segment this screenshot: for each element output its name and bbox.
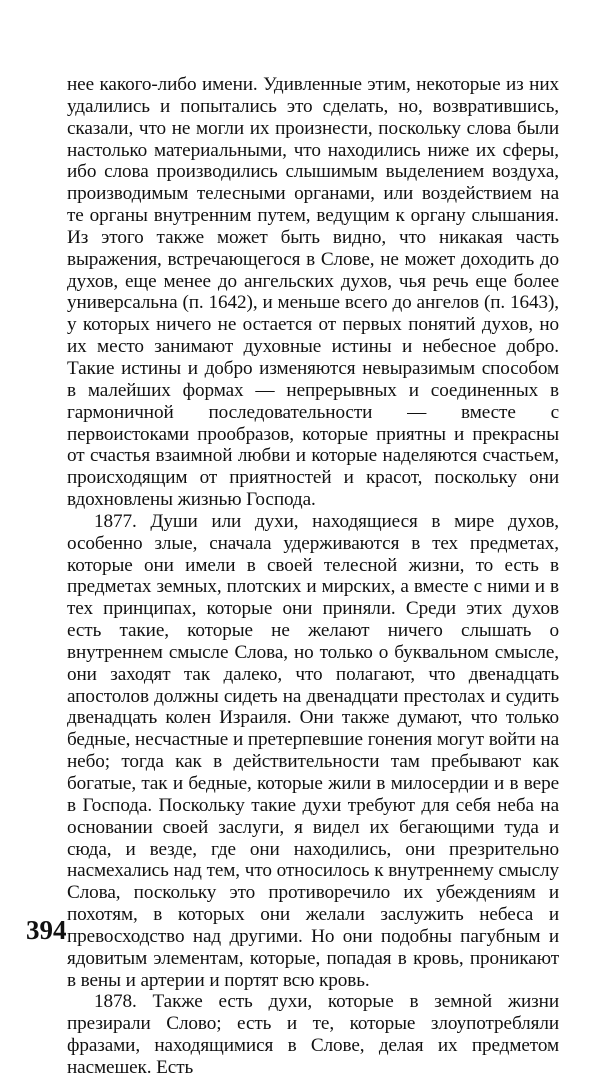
- page-number: 394: [26, 915, 67, 945]
- paragraph-1877: 1877. Души или духи, находящиеся в мире духов, особенно злые, сначала удерживаются в тех предметах, которые они имели в своей телесной жизни, то есть в предметах земных, плотских и мирских, а вместе с ними и в тех принципах, которые они приняли. Среди этих духов есть такие, которые не желают ничего слышать о внутреннем смысле Слова, но только о буквальном смысле, они заходят так далеко, что полагают, что двенадцать апостолов должны сидеть на двенадцати престолах и судить двенадцать колен Израиля. Они также думают, что только бедные, несчастные и претерпевшие гонения могут войти на небо; тогда как в действительности там пребывают как богатые, так и бедные, которые жили в милосердии и в вере в Господа. Поскольку такие духи требуют для себя неба на основании своей заслуги, я видел их бегающими туда и сюда, и везде, где они находились, они презрительно насмехались над тем, что относилось к внутреннему смыслу Слова, поскольку это противоречило их убеждениям и похотям, в которых они желали заслужить небеса и превосходство над другими. Но они подобны пагубным и ядовитым элементам, которые, попадая в кровь, проникают в вены и артерии и портят всю кровь.: [67, 510, 559, 991]
- paragraph-continuation: нее какого-либо имени. Удивленные этим, некоторые из них удалились и попытались это сделать, но, возвратившись, сказали, что не могли их произнести, поскольку слова были настолько материальными, что находились ниже их сферы, ибо слова производились слышимым выделением воздуха, производимым телесными органами, или воздействием на те органы внутренним путем, ведущим к органу слышания. Из этого также может быть видно, что никакая часть выражения, встречающегося в Слове, не может доходить до духов, еще менее до ангельских духов, чья речь еще более универсальна (п. 1642), и меньше всего до ангелов (п. 1643), у которых ничего не остается от первых понятий духов, но их место занимают духовные истины и небесное добро. Такие истины и добро изменяются невыразимым способом в малейших формах — непрерывных и соединенных в гармоничной последовательности — вместе с первоистоками прообразов, которые приятны и прекрасны от счастья взаимной любви и которые наделяются счастьем, происходящим от приятностей и красот, поскольку они вдохновлены жизнью Господа.: [67, 74, 559, 511]
- page-text: [67, 74, 559, 1079]
- paragraph-1878: 1878. Также есть духи, которые в земной жизни презирали Слово; есть и те, которые злоупотребляли фразами, находящимися в Слове, делая их предметом насмешек. Есть: [67, 991, 559, 1078]
